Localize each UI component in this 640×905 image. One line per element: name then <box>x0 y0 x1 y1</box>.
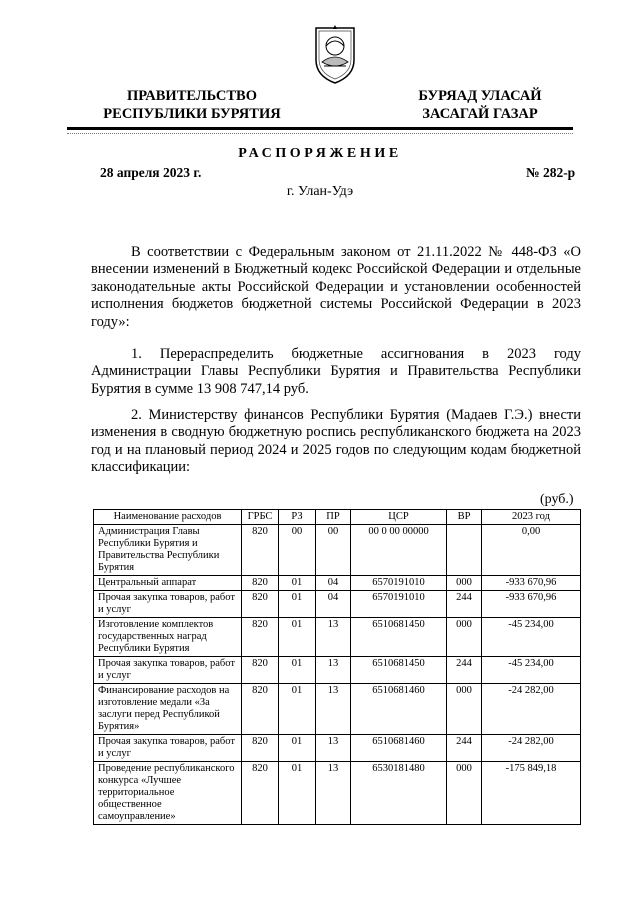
budget-table <box>93 509 581 825</box>
table-unit-label: (руб.) <box>540 492 574 507</box>
cell-grbs: 820 <box>242 591 279 618</box>
cell-name: Администрация Главы Республики Бурятия и Правительства Республики Бурятия <box>94 525 242 576</box>
cell-amount: 0,00 <box>482 525 581 576</box>
cell-csr: 00 0 00 00000 <box>351 525 447 576</box>
cell-grbs: 820 <box>242 618 279 657</box>
header-divider <box>67 127 573 130</box>
government-name-bua <box>410 87 550 123</box>
cell-vr: 000 <box>447 576 482 591</box>
cell-pr: 13 <box>316 735 351 762</box>
cell-amount: -45 234,00 <box>482 618 581 657</box>
table-row <box>94 576 581 591</box>
cell-grbs: 820 <box>242 735 279 762</box>
cell-vr: 000 <box>447 618 482 657</box>
col-header-year: 2023 год <box>482 510 581 525</box>
cell-csr: 6510681450 <box>351 657 447 684</box>
cell-grbs: 820 <box>242 525 279 576</box>
cell-vr: 244 <box>447 657 482 684</box>
table-row <box>94 735 581 762</box>
cell-name: Изготовление комплектов государственных наград Республики Бурятия <box>94 618 242 657</box>
cell-rz: 00 <box>279 525 316 576</box>
cell-vr: 000 <box>447 684 482 735</box>
document-title: РАСПОРЯЖЕНИЕ <box>238 146 402 161</box>
cell-name: Проведение республиканского конкурса «Лучшее территориальное общественное самоуправление» <box>94 762 242 825</box>
cell-vr: 000 <box>447 762 482 825</box>
cell-name: Финансирование расходов на изготовление медали «За заслуги перед Республикой Бурятия» <box>94 684 242 735</box>
government-name-bua-line1: БУРЯАД УЛАСАЙ <box>418 88 542 104</box>
cell-rz: 01 <box>279 591 316 618</box>
cell-csr: 6510681450 <box>351 618 447 657</box>
document-number: № 282-р <box>526 165 576 180</box>
cell-name: Прочая закупка товаров, работ и услуг <box>94 591 242 618</box>
cell-name: Центральный аппарат <box>94 576 242 591</box>
cell-pr: 13 <box>316 618 351 657</box>
clause-2-paragraph: 2. Министерству финансов Республики Бурятия (Мадаев Г.Э.) внести изменения в сводную бюджетную роспись республиканского бюджета на 2023 год и на плановый период 2024 и 2025 годов по следующим кодам бюджетной классификации: <box>91 407 581 476</box>
col-header-pr: ПР <box>316 510 351 525</box>
table-row <box>94 762 581 825</box>
cell-pr: 13 <box>316 684 351 735</box>
cell-pr: 13 <box>316 762 351 825</box>
coat-of-arms-icon <box>310 22 360 86</box>
col-header-rz: РЗ <box>279 510 316 525</box>
preamble-paragraph: В соответствии с Федеральным законом от 21.11.2022 № 448-ФЗ «О внесении изменений в Бюджетный кодекс Российской Федерации и отдельные законодательные акты Российской Федерации и установлении особенностей исполнения бюджетов бюджетной системы Российской Федерации в 2023 году»: <box>91 244 581 330</box>
cell-csr: 6510681460 <box>351 684 447 735</box>
table-row <box>94 618 581 657</box>
cell-vr: 244 <box>447 591 482 618</box>
cell-grbs: 820 <box>242 684 279 735</box>
cell-pr: 04 <box>316 576 351 591</box>
clause-1-paragraph: 1. Перераспределить бюджетные ассигнования в 2023 году Администрации Главы Республики Бурятия и Правительства Республики Бурятия в сумме 13 908 747,14 руб. <box>91 346 581 397</box>
cell-rz: 01 <box>279 762 316 825</box>
header-divider-dotted <box>67 133 573 134</box>
cell-amount: -933 670,96 <box>482 576 581 591</box>
col-header-grbs: ГРБС <box>242 510 279 525</box>
cell-vr <box>447 525 482 576</box>
document-city: г. Улан-Удэ <box>286 184 354 199</box>
cell-amount: -933 670,96 <box>482 591 581 618</box>
cell-amount: -24 282,00 <box>482 684 581 735</box>
cell-rz: 01 <box>279 657 316 684</box>
table-row <box>94 525 581 576</box>
cell-name: Прочая закупка товаров, работ и услуг <box>94 657 242 684</box>
cell-grbs: 820 <box>242 576 279 591</box>
cell-csr: 6570191010 <box>351 591 447 618</box>
government-name-ru-line2: РЕСПУБЛИКИ БУРЯТИЯ <box>103 106 281 122</box>
table-row <box>94 657 581 684</box>
cell-amount: -45 234,00 <box>482 657 581 684</box>
cell-pr: 13 <box>316 657 351 684</box>
col-header-name: Наименование расходов <box>94 510 242 525</box>
cell-name: Прочая закупка товаров, работ и услуг <box>94 735 242 762</box>
cell-rz: 01 <box>279 684 316 735</box>
cell-amount: -175 849,18 <box>482 762 581 825</box>
cell-grbs: 820 <box>242 762 279 825</box>
table-header-row <box>94 510 581 525</box>
cell-csr: 6570191010 <box>351 576 447 591</box>
cell-csr: 6530181480 <box>351 762 447 825</box>
cell-amount: -24 282,00 <box>482 735 581 762</box>
table-row <box>94 591 581 618</box>
col-header-csr: ЦСР <box>351 510 447 525</box>
cell-csr: 6510681460 <box>351 735 447 762</box>
government-name-bua-line2: ЗАСАГАЙ ГАЗАР <box>422 106 538 122</box>
cell-rz: 01 <box>279 618 316 657</box>
cell-vr: 244 <box>447 735 482 762</box>
document-date: 28 апреля 2023 г. <box>100 165 202 180</box>
government-name-ru-line1: ПРАВИТЕЛЬСТВО <box>127 88 257 104</box>
table-row <box>94 684 581 735</box>
cell-rz: 01 <box>279 576 316 591</box>
col-header-vr: ВР <box>447 510 482 525</box>
cell-grbs: 820 <box>242 657 279 684</box>
government-name-ru <box>92 87 292 123</box>
cell-rz: 01 <box>279 735 316 762</box>
cell-pr: 00 <box>316 525 351 576</box>
cell-pr: 04 <box>316 591 351 618</box>
